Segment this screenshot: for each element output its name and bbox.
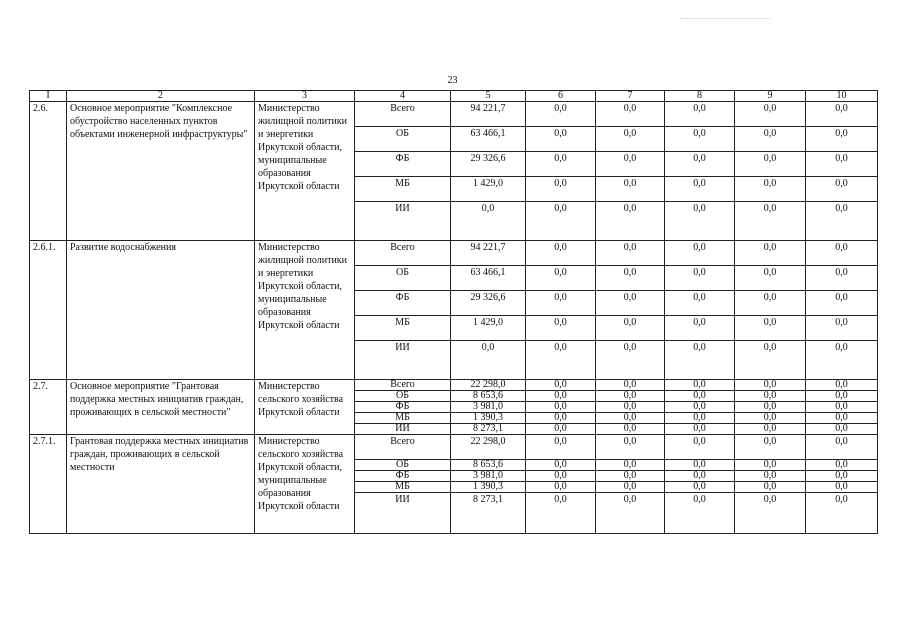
page-number: 23 — [447, 75, 458, 86]
funding-source: МБ — [355, 413, 451, 424]
amount-cell: 0,0 — [596, 380, 665, 391]
amount-cell: 0,0 — [526, 493, 596, 534]
amount-cell: 0,0 — [806, 413, 878, 424]
amount-cell: 0,0 — [526, 391, 596, 402]
amount-cell: 3 981,0 — [451, 471, 526, 482]
amount-cell: 22 298,0 — [451, 380, 526, 391]
amount-cell: 94 221,7 — [451, 241, 526, 266]
item-name: Грантовая поддержка местных инициатив граждан, проживающих в сельской местности — [67, 435, 255, 534]
funding-source: ОБ — [355, 391, 451, 402]
table-row — [30, 380, 878, 391]
amount-cell: 0,0 — [735, 471, 806, 482]
amount-cell: 0,0 — [665, 266, 735, 291]
funding-source: Всего — [355, 380, 451, 391]
column-number: 9 — [735, 91, 806, 102]
amount-cell: 0,0 — [806, 241, 878, 266]
amount-cell: 0,0 — [806, 493, 878, 534]
amount-cell: 0,0 — [735, 241, 806, 266]
scan-mark — [680, 18, 770, 19]
amount-cell: 0,0 — [526, 402, 596, 413]
item-executor: Министерство сельского хозяйства Иркутской области — [255, 380, 355, 435]
amount-cell: 0,0 — [596, 493, 665, 534]
amount-cell: 0,0 — [735, 482, 806, 493]
amount-cell: 0,0 — [806, 341, 878, 380]
amount-cell: 0,0 — [735, 380, 806, 391]
amount-cell: 0,0 — [806, 177, 878, 202]
funding-source: ФБ — [355, 471, 451, 482]
amount-cell: 0,0 — [596, 482, 665, 493]
item-executor: Министерство сельского хозяйства Иркутской области, муниципальные образования Иркутской области — [255, 435, 355, 534]
funding-source: Всего — [355, 102, 451, 127]
funding-source: ИИ — [355, 202, 451, 241]
column-number: I — [30, 91, 67, 102]
item-number: 2.6. — [30, 102, 67, 241]
amount-cell: 0,0 — [806, 152, 878, 177]
amount-cell: 22 298,0 — [451, 435, 526, 460]
amount-cell: 8 653,6 — [451, 391, 526, 402]
amount-cell: 0,0 — [735, 402, 806, 413]
amount-cell: 0,0 — [735, 435, 806, 460]
amount-cell: 0,0 — [665, 424, 735, 435]
amount-cell: 0,0 — [526, 424, 596, 435]
amount-cell: 0,0 — [596, 460, 665, 471]
funding-source: МБ — [355, 316, 451, 341]
amount-cell: 0,0 — [596, 471, 665, 482]
amount-cell: 0,0 — [806, 402, 878, 413]
amount-cell: 63 466,1 — [451, 266, 526, 291]
amount-cell: 0,0 — [451, 341, 526, 380]
table-row — [30, 241, 878, 266]
amount-cell: 1 390,3 — [451, 482, 526, 493]
amount-cell: 0,0 — [806, 291, 878, 316]
table-body — [30, 91, 878, 534]
amount-cell: 0,0 — [596, 177, 665, 202]
amount-cell: 94 221,7 — [451, 102, 526, 127]
amount-cell: 0,0 — [596, 341, 665, 380]
amount-cell: 0,0 — [526, 482, 596, 493]
amount-cell: 0,0 — [665, 435, 735, 460]
amount-cell: 0,0 — [735, 413, 806, 424]
amount-cell: 0,0 — [735, 460, 806, 471]
amount-cell: 0,0 — [526, 460, 596, 471]
amount-cell: 0,0 — [806, 380, 878, 391]
amount-cell: 0,0 — [526, 316, 596, 341]
item-number: 2.7.1. — [30, 435, 67, 534]
amount-cell: 0,0 — [806, 266, 878, 291]
amount-cell: 0,0 — [596, 102, 665, 127]
amount-cell: 0,0 — [806, 424, 878, 435]
amount-cell: 0,0 — [596, 241, 665, 266]
amount-cell: 0,0 — [735, 493, 806, 534]
amount-cell: 0,0 — [665, 413, 735, 424]
amount-cell: 0,0 — [596, 316, 665, 341]
funding-source: ИИ — [355, 424, 451, 435]
funding-source: МБ — [355, 482, 451, 493]
amount-cell: 0,0 — [735, 341, 806, 380]
amount-cell: 0,0 — [596, 413, 665, 424]
amount-cell: 0,0 — [526, 102, 596, 127]
amount-cell: 8 273,1 — [451, 424, 526, 435]
amount-cell: 0,0 — [665, 380, 735, 391]
amount-cell: 0,0 — [665, 127, 735, 152]
amount-cell: 8 273,1 — [451, 493, 526, 534]
amount-cell: 0,0 — [526, 435, 596, 460]
funding-source: ФБ — [355, 152, 451, 177]
amount-cell: 0,0 — [665, 341, 735, 380]
funding-source: ОБ — [355, 460, 451, 471]
item-name: Основное мероприятие "Грантовая поддержка местных инициатив граждан, проживающих в сельской местности" — [67, 380, 255, 435]
amount-cell: 3 981,0 — [451, 402, 526, 413]
amount-cell: 0,0 — [806, 391, 878, 402]
amount-cell: 0,0 — [665, 202, 735, 241]
column-number: 7 — [596, 91, 665, 102]
column-number: 2 — [67, 91, 255, 102]
amount-cell: 0,0 — [735, 316, 806, 341]
amount-cell: 0,0 — [596, 391, 665, 402]
amount-cell: 0,0 — [735, 202, 806, 241]
amount-cell: 0,0 — [806, 471, 878, 482]
item-number: 2.6.1. — [30, 241, 67, 380]
amount-cell: 0,0 — [665, 316, 735, 341]
amount-cell: 0,0 — [526, 291, 596, 316]
amount-cell: 0,0 — [806, 102, 878, 127]
amount-cell: 0,0 — [596, 402, 665, 413]
amount-cell: 0,0 — [596, 202, 665, 241]
amount-cell: 0,0 — [526, 266, 596, 291]
item-number: 2.7. — [30, 380, 67, 435]
amount-cell: 0,0 — [735, 391, 806, 402]
amount-cell: 8 653,6 — [451, 460, 526, 471]
column-number: 6 — [526, 91, 596, 102]
amount-cell: 0,0 — [735, 102, 806, 127]
amount-cell: 0,0 — [806, 460, 878, 471]
amount-cell: 0,0 — [665, 482, 735, 493]
amount-cell: 0,0 — [526, 241, 596, 266]
amount-cell: 0,0 — [526, 152, 596, 177]
amount-cell: 0,0 — [806, 435, 878, 460]
item-name: Развитие водоснабжения — [67, 241, 255, 380]
column-number: 8 — [665, 91, 735, 102]
amount-cell: 0,0 — [735, 152, 806, 177]
amount-cell: 0,0 — [526, 202, 596, 241]
amount-cell: 0,0 — [526, 341, 596, 380]
amount-cell: 63 466,1 — [451, 127, 526, 152]
funding-source: Всего — [355, 241, 451, 266]
amount-cell: 0,0 — [665, 402, 735, 413]
amount-cell: 1 429,0 — [451, 316, 526, 341]
amount-cell: 0,0 — [665, 102, 735, 127]
amount-cell: 0,0 — [596, 266, 665, 291]
item-executor: Министерство жилищной политики и энергетики Иркутской области, муниципальные образования Иркутской области — [255, 241, 355, 380]
amount-cell: 0,0 — [735, 127, 806, 152]
funding-source: ФБ — [355, 402, 451, 413]
amount-cell: 0,0 — [596, 152, 665, 177]
item-executor: Министерство жилищной политики и энергетики Иркутской области, муниципальные образования Иркутской области — [255, 102, 355, 241]
amount-cell: 0,0 — [665, 391, 735, 402]
column-number: 5 — [451, 91, 526, 102]
amount-cell: 0,0 — [806, 202, 878, 241]
amount-cell: 0,0 — [735, 291, 806, 316]
amount-cell: 0,0 — [665, 471, 735, 482]
column-number-row — [30, 91, 878, 102]
funding-source: ОБ — [355, 266, 451, 291]
amount-cell: 0,0 — [526, 471, 596, 482]
amount-cell: 0,0 — [526, 380, 596, 391]
amount-cell: 29 326,6 — [451, 291, 526, 316]
funding-source: Всего — [355, 435, 451, 460]
column-number: 10 — [806, 91, 878, 102]
amount-cell: 29 326,6 — [451, 152, 526, 177]
amount-cell: 0,0 — [665, 291, 735, 316]
table-row — [30, 102, 878, 127]
amount-cell: 0,0 — [451, 202, 526, 241]
amount-cell: 0,0 — [806, 127, 878, 152]
amount-cell: 0,0 — [665, 460, 735, 471]
column-number: 3 — [255, 91, 355, 102]
amount-cell: 0,0 — [735, 177, 806, 202]
amount-cell: 0,0 — [596, 127, 665, 152]
amount-cell: 0,0 — [596, 424, 665, 435]
funding-source: МБ — [355, 177, 451, 202]
amount-cell: 0,0 — [806, 482, 878, 493]
amount-cell: 1 429,0 — [451, 177, 526, 202]
amount-cell: 0,0 — [665, 177, 735, 202]
amount-cell: 0,0 — [735, 266, 806, 291]
amount-cell: 0,0 — [526, 177, 596, 202]
amount-cell: 0,0 — [735, 424, 806, 435]
column-number: 4 — [355, 91, 451, 102]
funding-source: ИИ — [355, 341, 451, 380]
amount-cell: 0,0 — [526, 127, 596, 152]
funding-source: ИИ — [355, 493, 451, 534]
funding-source: ОБ — [355, 127, 451, 152]
funding-source: ФБ — [355, 291, 451, 316]
amount-cell: 0,0 — [526, 413, 596, 424]
table-row — [30, 435, 878, 460]
amount-cell: 0,0 — [665, 493, 735, 534]
amount-cell: 0,0 — [665, 152, 735, 177]
amount-cell: 1 390,3 — [451, 413, 526, 424]
budget-table — [29, 90, 878, 534]
amount-cell: 0,0 — [596, 435, 665, 460]
item-name: Основное мероприятие "Комплексное обустройство населенных пунктов объектами инженерной инфраструктуры" — [67, 102, 255, 241]
amount-cell: 0,0 — [665, 241, 735, 266]
amount-cell: 0,0 — [596, 291, 665, 316]
amount-cell: 0,0 — [806, 316, 878, 341]
